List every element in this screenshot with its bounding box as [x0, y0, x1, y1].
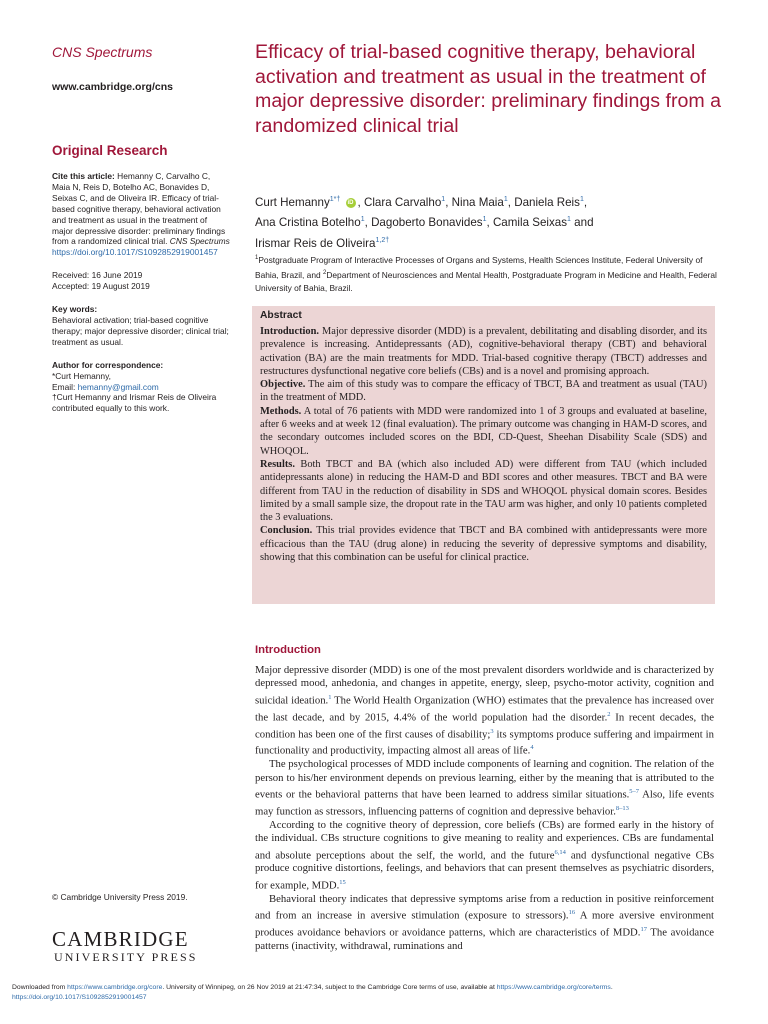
text: This trial provides evidence that TBCT and BA combined with antidepressants were more efficacious than the TAU (drug alone) in reducing the severity of depressive symptoms and disability, showing that this combination can be useful for clinical practice.: [260, 525, 707, 564]
affil-sup: 1: [255, 255, 259, 261]
author-name[interactable]: Dagoberto Bonavides: [371, 216, 483, 230]
ref-link[interactable]: 5–7: [629, 788, 640, 795]
ref-link[interactable]: 6,14: [554, 848, 566, 856]
cite-doi-link[interactable]: https://doi.org/10.1017/S1092852919001457: [52, 247, 218, 258]
text: Also, life events may function as stressors, influencing patterns of cognition and depressive behavior.: [255, 788, 714, 818]
author-sup: 1: [441, 196, 446, 203]
paragraph: [255, 893, 714, 954]
introduction-body: [255, 664, 714, 953]
text: The World Health Organization (WHO) estimates that the prevalence has increased over the last decade, and by 2015, 4.4% of the world population had the disorder.: [255, 694, 715, 724]
introduction-heading: Introduction: [255, 644, 321, 656]
text: The avoidance patterns (inactivity, withdrawal, ruminations and: [255, 926, 714, 952]
ref-link[interactable]: 17: [640, 925, 647, 933]
ref-link[interactable]: 15: [339, 878, 346, 886]
author-name[interactable]: Ana Cristina Botelho: [255, 216, 361, 230]
article-title: Efficacy of trial-based cognitive therapy, behavioral activation and treatment as usual in the treatment of major depressive disorder: preliminary findings from a randomized clinical trial: [255, 41, 722, 137]
author-name[interactable]: Curt Hemanny: [255, 195, 330, 209]
article-type: Original Research: [52, 143, 168, 158]
author-sup: 1*†: [329, 196, 341, 203]
author-sep: ,: [507, 195, 515, 209]
accepted-date: Accepted: 19 August 2019: [52, 281, 150, 292]
text: Behavioral theory indicates that depressive symptoms arise from a reduction in positive reinforcement and from an increase in aversive stimulation (exposure to stressors).: [255, 892, 714, 922]
author-sep: ,: [357, 195, 364, 209]
correspondence-name: *Curt Hemanny,: [52, 370, 111, 381]
ref-link[interactable]: 8–13: [615, 804, 629, 812]
text: A total of 76 patients with MDD were randomized into 1 of 3 groups and evaluated at baseline, after 6 weeks and at week 12 (final evaluation). The primary outcome was changing in HAM-D scores, and the secondary outcomes included scores on the BDI, CD-Quest, Sheehan Disability Scale (SDS) and WHOQOL.: [260, 405, 707, 457]
ref-link[interactable]: 2: [607, 710, 611, 718]
abstract-introduction: [260, 325, 707, 378]
label: Introduction.: [260, 326, 319, 337]
label: Results.: [260, 458, 295, 470]
abstract-box: [252, 306, 715, 604]
author-sup: 1: [567, 216, 571, 224]
affil-sup: 2: [322, 270, 327, 276]
ref-link[interactable]: 4: [530, 744, 534, 752]
author-sep: ,: [486, 216, 493, 230]
abstract-heading: Abstract: [260, 310, 302, 321]
paragraph: [255, 819, 714, 893]
affiliations: [255, 252, 725, 295]
footer-text: Downloaded from: [12, 984, 68, 991]
keywords-block: [52, 304, 230, 348]
contribution-note: †Curt Hemanny and Irismar Reis de Oliveira contributed equally to this work.: [52, 392, 217, 414]
text: Major depressive disorder (MDD) is a prevalent, debilitating and disabling disorder, and its prevalence is increasing. Antidepressants (AD), cognitive-behavioral therapy (CBT) and behavioral activation (BA) are the main treatments for MDD. Trial-based cognitive therapy (TBCT) addresses and restructures dysfunctional negative core beliefs (CBs) and is a novel and promising approach.: [260, 326, 707, 377]
correspondence-label: Author for correspondence:: [52, 359, 164, 370]
label: Objective.: [260, 379, 306, 391]
abstract-conclusion: [260, 524, 707, 564]
logo-line-1: CAMBRIDGE: [52, 927, 189, 951]
download-footer: [12, 983, 760, 1003]
author-sup: 1,2†: [375, 236, 390, 244]
label: Methods.: [260, 405, 302, 417]
text: The aim of this study was to compare the efficacy of TBCT, BA and treatment as usual (TAU) in the treatment of MDD.: [260, 379, 707, 404]
dates: [52, 270, 230, 292]
abstract-results: [260, 458, 707, 524]
author-sep: ,: [445, 195, 452, 209]
journal-name[interactable]: CNS Spectrums: [52, 44, 153, 60]
paragraph: [255, 664, 714, 758]
cite-journal: CNS Spectrums: [169, 236, 230, 247]
orcid-icon[interactable]: iD: [347, 199, 354, 206]
author-sup: 1: [360, 216, 365, 224]
cambridge-core-link[interactable]: https://www.cambridge.org/core: [67, 984, 163, 991]
ref-link[interactable]: 1: [328, 693, 332, 701]
ref-link[interactable]: 3: [490, 727, 494, 735]
text: A more aversive environment produces avoidance behaviors or avoidance patterns, which are characteristics of MDD.: [255, 909, 715, 939]
text: In recent decades, the condition has been one of the first causes of disability;: [255, 711, 715, 741]
keywords-label: Key words:: [52, 304, 98, 315]
author-sep: ,: [364, 216, 372, 230]
email-link[interactable]: hemanny@gmail.com: [77, 381, 159, 392]
text: Both TBCT and BA (which also included AD) were different from TAU (which included antidepressants alone) in reducing the HAM-D and BDI scores and other measures. TBCT and BA were different from TAU in the reduction of disability in SDS and WHOQOL physical domain scores. Besides limited by a small sample size, the dropout rate in the TAU arm was higher, and only 10 patients completed the 3 evaluations.: [260, 458, 707, 524]
footer-text: .: [610, 984, 613, 991]
cite-block: [52, 171, 230, 258]
affil-text-1: Postgraduate Program of Interactive Processes of Organs and Systems, Health Sciences Institute, Federal University of Bahia, Brazil, and: [255, 254, 703, 280]
author-name[interactable]: Daniela Reis: [514, 195, 580, 209]
journal-url[interactable]: www.cambridge.org/cns: [52, 81, 173, 93]
footer-doi-link[interactable]: https://doi.org/10.1017/S1092852919001457: [12, 994, 147, 1001]
author-name[interactable]: Irismar Reis de Oliveira: [255, 236, 376, 250]
cite-text: Hemanny C, Carvalho C, Maia N, Reis D, Botelho AC, Bonavides D, Seixas C, and de Oliveira IR. Efficacy of trial-based cognitive therapy, behavioral activation and treatment as usual in the treatment of major depressive disorder: preliminary findings from a randomized clinical trial.: [52, 171, 226, 247]
label: Conclusion.: [260, 525, 313, 537]
terms-link[interactable]: https://www.cambridge.org/core/terms: [496, 984, 611, 991]
ref-link[interactable]: 16: [568, 909, 576, 916]
author-sup: 1: [579, 196, 584, 203]
author-sup: 1: [482, 216, 487, 224]
abstract-objective: [260, 378, 707, 405]
cite-label: Cite this article:: [52, 171, 115, 181]
text: its symptoms produce suffering and impairment in functionality and productivity, impacting almost all areas of life.: [255, 728, 714, 757]
author-sup: 1: [503, 196, 508, 203]
author-name[interactable]: Clara Carvalho: [363, 195, 442, 209]
affil-text-2: Department of Neurosciences and Mental Health, Postgraduate Program in Medicine and Health, Federal University of Bahia, Brazil.: [255, 269, 717, 293]
footer-text: . University of Winnipeg, on 26 Nov 2019 at 21:47:34, subject to the Cambridge Core terms of use, available at: [162, 984, 497, 991]
text: The psychological processes of MDD include components of learning and cognition. The relation of the person to his/her environment depends on previous learning, either by the meaning that is attributed to the events or the behavioral patterns that have been learned to address similar situations.: [255, 758, 714, 801]
text: Major depressive disorder (MDD) is one of the most prevalent disorders worldwide and is characterized by depressed mood, anhedonia, and changes in appetite, energy, sleep, psycho-motor activity, cognition and suicidal ideation.: [255, 664, 714, 707]
author-name[interactable]: Camila Seixas: [492, 216, 568, 230]
copyright-notice: © Cambridge University Press 2019.: [52, 892, 188, 902]
cambridge-logo[interactable]: [52, 928, 198, 964]
received-date: Received: 16 June 2019: [52, 270, 143, 281]
logo-line-2: UNIVERSITY PRESS: [54, 950, 198, 964]
text: and dysfunctional negative CBs produce cognitive distortions, feelings, and behaviors that can present themselves as psychiatric disorders, for example, MDD.: [255, 849, 714, 892]
author-name[interactable]: Nina Maia: [451, 195, 504, 209]
author-list: [255, 191, 725, 252]
sidebar: [52, 44, 230, 414]
text: According to the cognitive theory of depression, core beliefs (CBs) are formed early in the history of the individual. CBs structure cognitions to give meaning to reality and experiences. CBs are fundamental and absolute perceptions about the self, the world, and the future: [255, 818, 714, 862]
correspondence-block: [52, 360, 230, 415]
paragraph: [255, 758, 714, 819]
keywords-text: Behavioral activation; trial-based cognitive therapy; major depressive disorder; clinical trial; treatment as usual.: [52, 314, 229, 347]
email-label: Email:: [52, 381, 76, 392]
author-sep: and: [570, 216, 594, 230]
abstract-methods: [260, 405, 707, 458]
author-sep: ,: [583, 195, 588, 209]
